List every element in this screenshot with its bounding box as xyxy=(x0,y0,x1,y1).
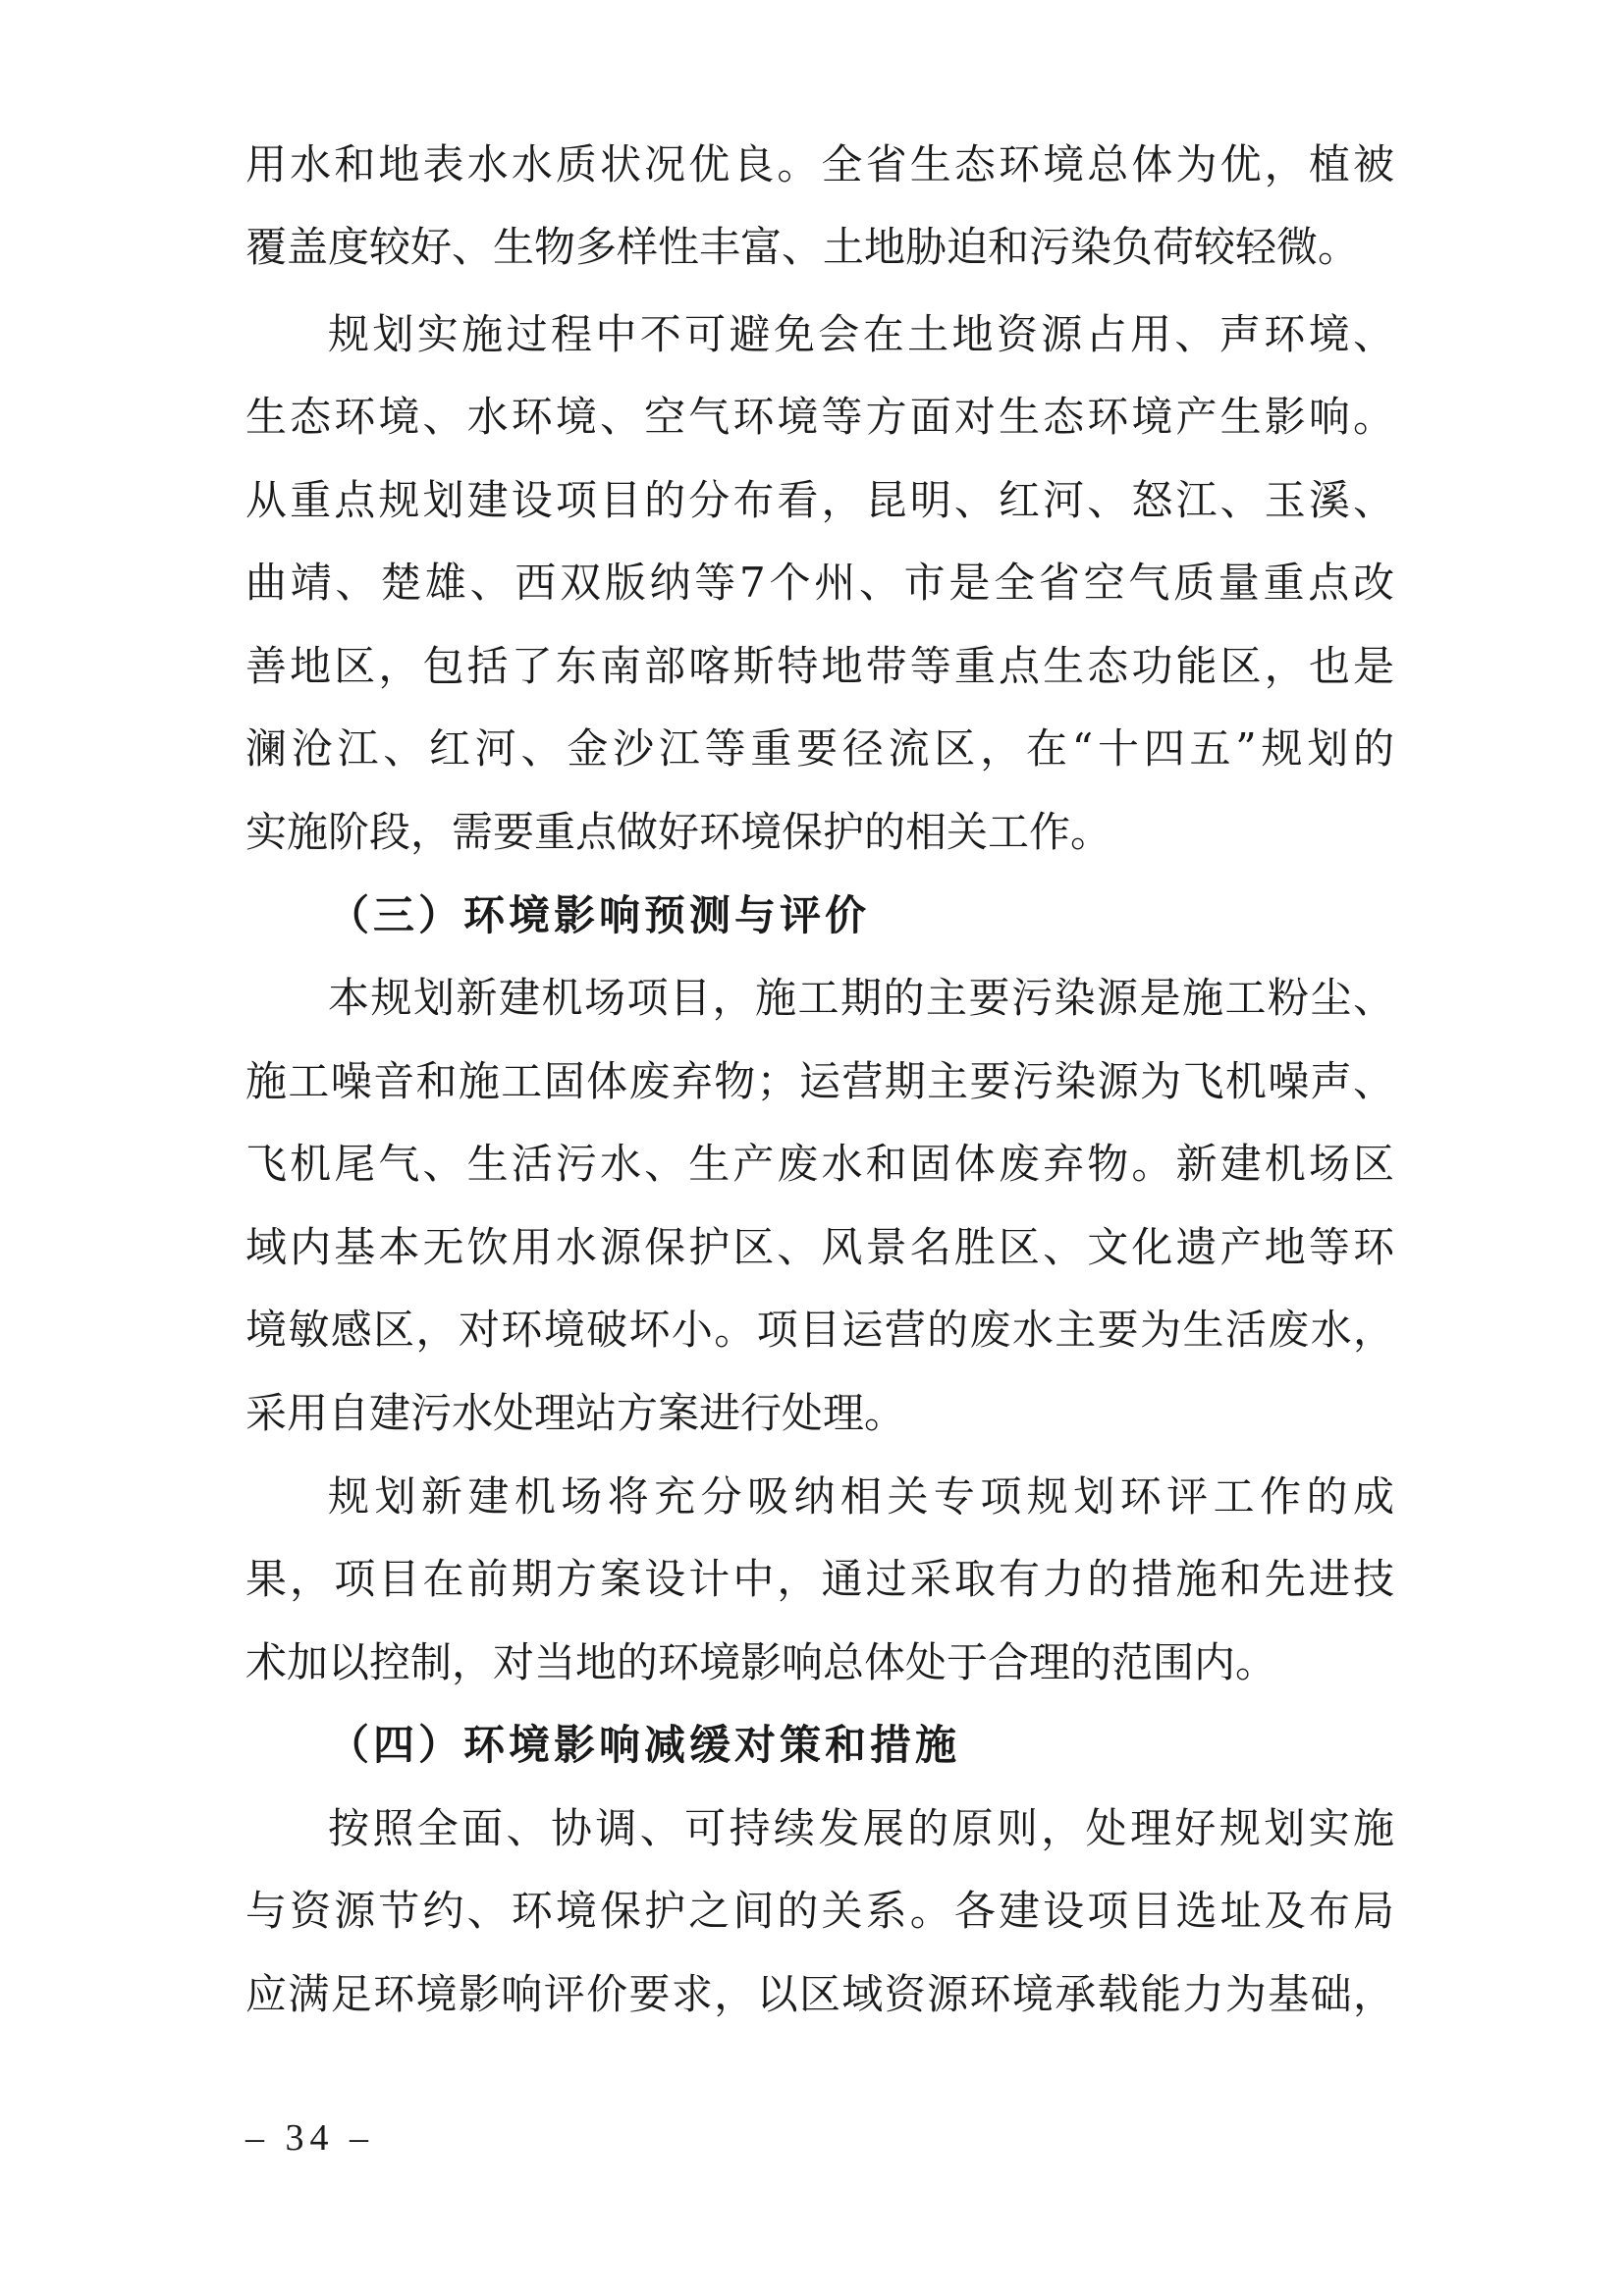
text-line: 曲靖、楚雄、西双版纳等7个州、市是全省空气质量重点改 xyxy=(245,559,1394,607)
text-line: 澜沧江、红河、金沙江等重要径流区，在“十四五”规划的 xyxy=(245,724,1394,773)
section-heading: （三）环境影响预测与评价 xyxy=(328,891,871,939)
text-line: 采用自建污水处理站方案进行处理。 xyxy=(245,1389,906,1437)
text-line: 规划新建机场将充分吸纳相关专项规划环评工作的成 xyxy=(328,1472,1394,1521)
text-line: 与资源节约、环境保护之间的关系。各建设项目选址及布局 xyxy=(245,1887,1394,1935)
text-line: 施工噪音和施工固体废弃物；运营期主要污染源为飞机噪声、 xyxy=(245,1057,1394,1105)
text-line: 域内基本无饮用水源保护区、风景名胜区、文化遗产地等环 xyxy=(245,1223,1394,1271)
text-line: 应满足环境影响评价要求，以区域资源环境承载能力为基础， xyxy=(245,1970,1394,2018)
text-line: 境敏感区，对环境破坏小。项目运营的废水主要为生活废水， xyxy=(245,1306,1394,1354)
text-line: 善地区，包括了东南部喀斯特地带等重点生态功能区，也是 xyxy=(245,642,1394,690)
text-line: 按照全面、协调、可持续发展的原则，处理好规划实施 xyxy=(328,1804,1394,1852)
text-line: 术加以控制，对当地的环境影响总体处于合理的范围内。 xyxy=(245,1638,1277,1686)
text-line: 飞机尾气、生活污水、生产废水和固体废弃物。新建机场区 xyxy=(245,1140,1394,1188)
text-line: 用水和地表水水质状况优良。全省生态环境总体为优，植被 xyxy=(245,140,1394,188)
page-number: – 34 – xyxy=(245,2117,374,2159)
text-line: 实施阶段，需要重点做好环境保护的相关工作。 xyxy=(245,808,1112,856)
text-line: 覆盖度较好、生物多样性丰富、土地胁迫和污染负荷较轻微。 xyxy=(245,223,1360,271)
text-line: 生态环境、水环境、空气环境等方面对生态环境产生影响。 xyxy=(245,393,1394,441)
text-line: 果，项目在前期方案设计中，通过采取有力的措施和先进技 xyxy=(245,1555,1394,1603)
text-line: 本规划新建机场项目，施工期的主要污染源是施工粉尘、 xyxy=(328,974,1394,1022)
text-line: 从重点规划建设项目的分布看，昆明、红河、怒江、玉溪、 xyxy=(245,476,1394,524)
text-line: 规划实施过程中不可避免会在土地资源占用、声环境、 xyxy=(328,310,1394,358)
section-heading: （四）环境影响减缓对策和措施 xyxy=(328,1721,961,1769)
